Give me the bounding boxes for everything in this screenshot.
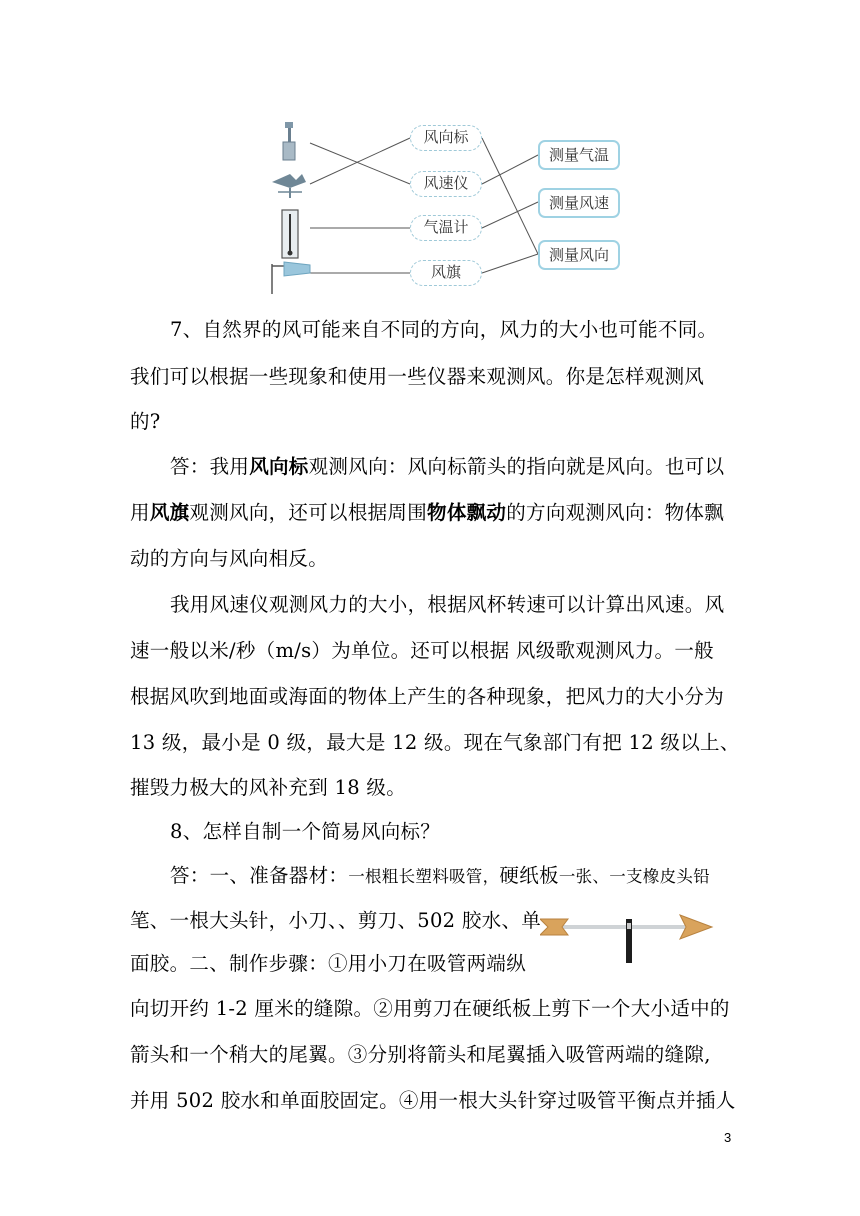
a8-line-2: 笔、一根大头针，小刀、、剪刀、502 胶水、单: [130, 909, 542, 932]
a7-line-1: [130, 443, 730, 490]
homemade-wind-vane-image: [540, 905, 720, 971]
a7b-line-5: 摧毁力极大的风补充到 18 级。: [130, 776, 407, 799]
box-measure-direction: 测量风向: [538, 240, 620, 270]
label-wind-vane: 风向标: [410, 125, 482, 151]
a7-bold-wind-flag: 风旗: [149, 501, 190, 524]
label-anemometer: 风速仪: [410, 171, 482, 197]
q7-line-1: 7、自然界的风可能来自不同的方向，风力的大小也可能不同。: [170, 318, 718, 341]
a8-line-4: 向切开约 1-2 厘米的缝隙。②用剪刀在硬纸板上剪下一个大小适中的: [130, 997, 730, 1020]
a7-text: 观测风向，还可以根据周围: [189, 501, 428, 524]
matching-diagram: [250, 108, 630, 303]
a7b-line-3: 根据风吹到地面或海面的物体上产生的各种现象，把风力的大小分为: [130, 685, 725, 708]
q8-line: 8、怎样自制一个简易风向标？: [170, 820, 441, 843]
a8-line-6: 并用 502 胶水和单面胶固定。④用一根大头针穿过吸管平衡点并插人: [130, 1089, 736, 1112]
box-measure-temp: 测量气温: [538, 140, 620, 170]
a8-line-1: [130, 852, 730, 900]
a7-bold-wind-vane: 风向标: [249, 455, 309, 478]
box-measure-speed: 测量风速: [538, 188, 620, 218]
a7-text: 用: [130, 501, 150, 524]
wind-vane-device-icon: [283, 122, 295, 160]
label-wind-flag: 风旗: [410, 260, 482, 286]
line-thermo-to-temp: [482, 202, 538, 228]
q7-line-3: 的?: [130, 410, 161, 433]
line-flag-to-direction: [482, 254, 538, 273]
a7b-line-4: 13 级，最小是 0 级，最大是 12 级。现在气象部门有把 12 级以上、: [130, 731, 740, 754]
anemometer-icon: [272, 174, 306, 198]
line-cock-to-vane: [310, 138, 410, 184]
page-number: 3: [724, 1130, 732, 1145]
a7-text: 答：我用: [170, 455, 250, 478]
a7b-line-1: 我用风速仪观测风力的大小，根据风杯转速可以计算出风速。风: [170, 593, 725, 616]
a8-line-5: 箭头和一个稍大的尾翼。③分别将箭头和尾翼插入吸管两端的缝隙,: [130, 1043, 711, 1066]
a8-line-3: 面胶。二、制作步骤：①用小刀在吸管两端纵: [130, 952, 527, 975]
a7-line-3: 动的方向与风向相反。: [130, 547, 329, 570]
a7b-line-2: 速一般以米/秒（m/s）为单位。还可以根据 风级歌观测风力。一般: [130, 639, 714, 662]
a8-text-small: 一根粗长塑料吸管，: [348, 867, 500, 886]
line-anemo-to-speed: [482, 155, 538, 184]
a7-text: 观测风向：风向标箭头的指向就是风向。也可以: [308, 455, 725, 478]
label-thermometer: 气温计: [410, 215, 482, 241]
a8-text-small: 一张、一支橡皮头铅: [558, 867, 711, 886]
wind-sock-icon: [272, 262, 310, 294]
thermometer-icon: [282, 210, 298, 258]
a7-bold-objects: 物体飘动: [427, 501, 507, 524]
a8-text: 硬纸板: [499, 864, 559, 887]
a8-text: 答：一、准备器材：: [170, 864, 349, 887]
a7-line-2: [130, 489, 730, 536]
line-vane-to-anemometer: [310, 143, 410, 184]
a7-text: 的方向观测风向：物体飘: [506, 501, 725, 524]
line-vane-to-direction: [482, 138, 538, 254]
q7-line-2: 我们可以根据一些现象和使用一些仪器来观测风。你是怎样观测风: [130, 365, 705, 388]
